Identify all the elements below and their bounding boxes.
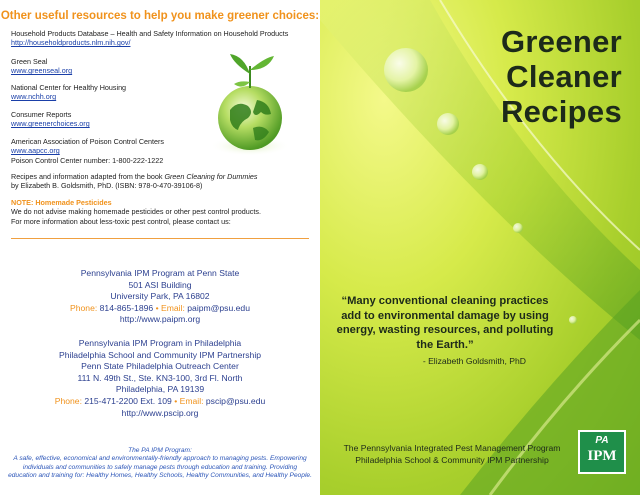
contact-line: Pennsylvania IPM Program at Penn State xyxy=(80,268,240,278)
pa-ipm-logo xyxy=(578,430,626,474)
email-label: Email: xyxy=(179,395,204,406)
program-description xyxy=(0,447,320,480)
water-drop-icon xyxy=(437,113,459,135)
contact-phone-email xyxy=(0,396,320,408)
resource-name: National Center for Healthy Housing xyxy=(11,83,127,92)
program-text: individuals and communities to safely manage pests through education and training. Providing xyxy=(22,463,298,471)
logo-text: PA xyxy=(595,435,609,446)
brochure-title xyxy=(501,24,622,129)
adapted-author: by Elizabeth B. Goldsmith, PhD. (ISBN: 978-0-470-39106-8) xyxy=(11,181,203,191)
contact-line: University Park, PA 16802 xyxy=(110,291,210,302)
note-line: We do not advise making homemade pesticides or other pest control products. xyxy=(11,207,261,217)
water-drop-icon xyxy=(569,316,577,324)
contact-penn-state xyxy=(0,268,320,326)
email-address[interactable]: pscip@psu.edu xyxy=(205,395,266,406)
organization-footer xyxy=(334,443,570,466)
program-text: A safe, effective, economical and environmentally-friendly approach to managing pests. Empowering xyxy=(13,455,307,463)
resource-name: Household Products Database – Health and Safety Information on Household Products xyxy=(11,29,289,38)
divider xyxy=(11,238,309,239)
water-drop-icon xyxy=(384,48,428,92)
website-link[interactable]: http://www.paipm.org xyxy=(119,314,201,325)
resource-link[interactable]: www.greenseal.org xyxy=(11,66,73,76)
water-drop-icon xyxy=(513,223,523,233)
contact-line: Pennsylvania IPM Program in Philadelphia xyxy=(78,338,242,348)
title-line: Recipes xyxy=(501,94,622,129)
note-block xyxy=(11,198,311,226)
contact-line: 501 ASI Building xyxy=(128,279,192,290)
resource-household-products xyxy=(11,29,311,48)
adapted-from xyxy=(11,172,311,191)
program-text: education and training for: Healthy Homes, Healthy Schools, Healthy Communities, and Healthy People. xyxy=(8,471,312,479)
contact-line: 111 N. 49th St., Ste. KN3-100, 3rd Fl. North xyxy=(77,372,243,383)
resource-name: Consumer Reports xyxy=(11,110,72,119)
adapted-prefix: Recipes and information adapted from the book xyxy=(11,172,165,181)
poison-control-number: Poison Control Center number: 1-800-222-1222 xyxy=(11,155,164,165)
logo-text: IPM xyxy=(587,448,617,464)
contact-phone-email xyxy=(0,303,320,315)
resource-link[interactable]: www.nchh.org xyxy=(11,92,57,102)
title-line: Greener xyxy=(501,24,622,59)
phone-label: Phone: xyxy=(54,395,82,406)
note-line: For more information about less-toxic pest control, please contact us: xyxy=(11,216,231,226)
note-title: NOTE: Homemade Pesticides xyxy=(11,198,112,207)
contact-philadelphia xyxy=(0,338,320,419)
resource-name: American Association of Poison Control Centers xyxy=(11,137,165,146)
phone-number: 814-865-1896 xyxy=(99,302,154,313)
email-label: Email: xyxy=(160,302,185,313)
contact-line: Philadelphia, PA 19139 xyxy=(115,384,205,395)
title-line: Cleaner xyxy=(506,59,622,94)
phone-number: 215-471-2200 Ext. 109 xyxy=(84,395,172,406)
resource-link[interactable]: http://householdproducts.nlm.nih.gov/ xyxy=(11,38,131,48)
cover-panel xyxy=(320,0,640,495)
book-title: Green Cleaning for Dummies xyxy=(164,172,258,181)
resource-name: Green Seal xyxy=(11,57,48,66)
program-title: The PA IPM Program: xyxy=(128,447,192,454)
contact-line: Philadelphia School and Community IPM Partnership xyxy=(58,349,262,360)
resource-link[interactable]: www.greenerchoices.org xyxy=(11,119,90,129)
quote-author: - Elizabeth Goldsmith, PhD xyxy=(422,356,526,366)
separator: • xyxy=(174,395,178,406)
org-line: The Pennsylvania Integrated Pest Management Program xyxy=(343,443,561,453)
phone-label: Phone: xyxy=(70,302,98,313)
contact-line: Penn State Philadelphia Outreach Center xyxy=(81,361,239,372)
org-line: Philadelphia School & Community IPM Partnership xyxy=(355,454,549,465)
separator: • xyxy=(155,302,159,313)
water-drop-icon xyxy=(472,164,488,180)
website-link[interactable]: http://www.pscip.org xyxy=(121,407,199,418)
email-address[interactable]: paipm@psu.edu xyxy=(187,302,250,313)
quote: “Many conventional cleaning practices add to environmental damage by using energy, wasting resources, and polluting the Earth.” xyxy=(336,295,554,351)
resource-link[interactable]: www.aapcc.org xyxy=(11,146,60,156)
globe-icon xyxy=(205,48,295,158)
resources-heading: Other useful resources to help you make greener choices: xyxy=(0,10,320,22)
